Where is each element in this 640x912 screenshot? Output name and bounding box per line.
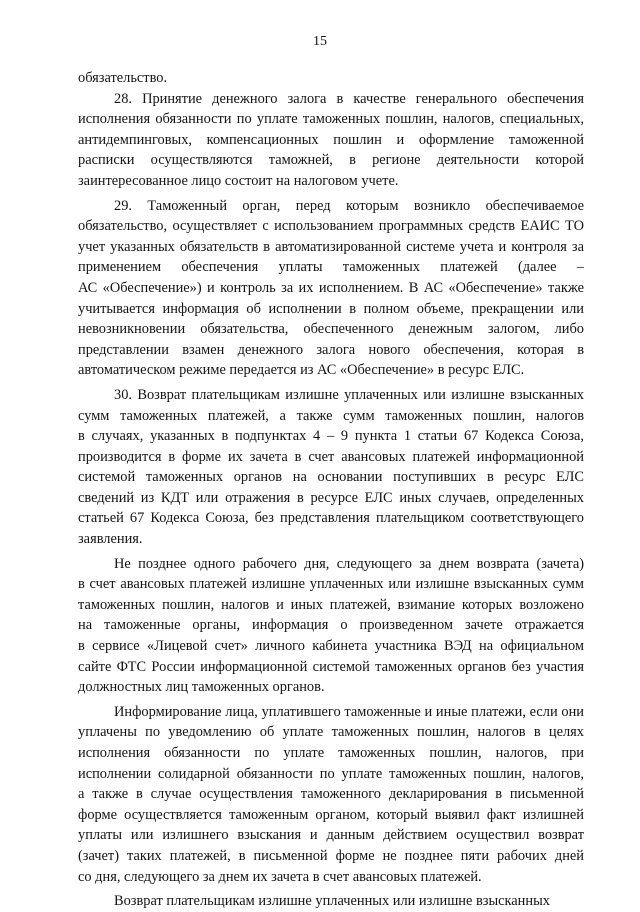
- text-line: заинтересованное лицо состоит на налоговом учете.: [78, 172, 399, 189]
- text-line: невозникновении обязательства, обеспеченного денежным залогом, либо: [78, 321, 584, 338]
- paragraph: [78, 89, 584, 192]
- text-line: Информирование лица, уплатившего таможенные и иные платежи, если они: [114, 703, 584, 720]
- text-line: учет указанных обязательств в автоматизированной системе учета и контроля за: [78, 238, 584, 255]
- text-line: статьей 67 Кодекса Союза, без представления плательщиком соответствующего: [78, 510, 584, 527]
- paragraph: [78, 385, 584, 550]
- text-line: заявления.: [78, 531, 143, 548]
- text-line: (зачет) таких платежей, в письменной форме не позднее пяти рабочих дней: [78, 847, 584, 864]
- paragraph: [78, 68, 584, 89]
- text-line: уплаты или излишнего взыскания и данным действием осуществил возврат: [78, 827, 584, 844]
- text-line: обязательство.: [78, 70, 168, 86]
- text-line: исполнении солидарной обязанности по уплате таможенных пошлин, налогов,: [78, 765, 584, 782]
- text-line: представлении взамен денежного залога нового обеспечения, которая в: [78, 341, 584, 358]
- text-line: форме осуществляется таможенным органом, который выявил факт излишней: [78, 806, 584, 823]
- text-line: расписки осуществляются таможней, в регионе деятельности которой: [78, 152, 584, 169]
- text-line: 29. Таможенный орган, перед которым возникло обеспечиваемое: [114, 197, 584, 214]
- text-line: АС «Обеспечение») и контроль за их исполнением. В АС «Обеспечение» также: [78, 279, 584, 296]
- paragraph: [78, 554, 584, 698]
- text-line: сайте ФТС России информационной системой таможенных органов без участия: [78, 658, 584, 675]
- document-body: [78, 68, 584, 912]
- text-line: со дня, следующего за днем их зачета в счет авансовых платежей.: [78, 868, 482, 885]
- text-line: а также в случае осуществления таможенного декларирования в письменной: [78, 786, 584, 803]
- text-line: производится в форме их зачета в счет авансовых платежей информационной: [78, 448, 584, 465]
- text-line: на таможенные органы, информация о произведенном зачете отражается: [78, 617, 584, 634]
- text-line: таможенных пошлин, налогов и иных платежей, взимание которых возложено: [78, 596, 584, 613]
- text-line: антидемпинговых, компенсационных пошлин и оформление таможенной: [78, 131, 584, 148]
- text-line: в случаях, указанных в подпунктах 4 – 9 пункта 1 статьи 67 Кодекса Союза,: [78, 428, 584, 445]
- text-line: должностных лиц таможенных органов.: [78, 679, 325, 696]
- page-number: 15: [313, 34, 327, 49]
- text-line: Не позднее одного рабочего дня, следующего за днем возврата (зачета): [114, 555, 584, 572]
- text-line: сумм таможенных платежей, а также сумм таможенных пошлин, налогов: [78, 407, 584, 424]
- text-line: применением обеспечения уплаты таможенных платежей (далее –: [78, 259, 584, 276]
- text-line: сведений из КДТ или отражения в ресурсе ЕЛС иных случаев, определенных: [78, 489, 584, 506]
- text-line: системой таможенных органов на основании поступивших в ресурс ЕЛС: [78, 469, 584, 486]
- paragraph: [78, 702, 584, 887]
- text-line: в сервисе «Лицевой счет» личного кабинета участника ВЭД на официальном: [78, 638, 584, 655]
- text-line: уплачены по уведомлению об уплате таможенных пошлин, налогов в целях: [78, 724, 584, 741]
- paragraph: [78, 196, 584, 381]
- paragraph: [78, 891, 584, 912]
- text-line: в счет авансовых платежей излишне уплаченных или излишне взысканных сумм: [78, 576, 584, 593]
- text-line: обязательство, осуществляет с использованием программных средств ЕАИС ТО: [78, 218, 584, 235]
- text-line: 30. Возврат плательщикам излишне уплаченных или излишне взысканных: [114, 386, 584, 403]
- text-line: 28. Принятие денежного залога в качестве генерального обеспечения: [114, 90, 584, 107]
- text-line: Возврат плательщикам излишне уплаченных или излишне взысканных: [114, 893, 550, 910]
- text-line: исполнения обязанности по уплате таможенных пошлин, налогов, при: [78, 745, 584, 761]
- text-line: автоматическом режиме передается из АС «Обеспечение» в ресурс ЕЛС.: [78, 362, 525, 379]
- text-line: исполнения обязанности по уплате таможенных пошлин, налогов, специальных,: [78, 111, 584, 128]
- text-line: учитывается информация об исполнении в полном объеме, прекращении или: [78, 300, 584, 317]
